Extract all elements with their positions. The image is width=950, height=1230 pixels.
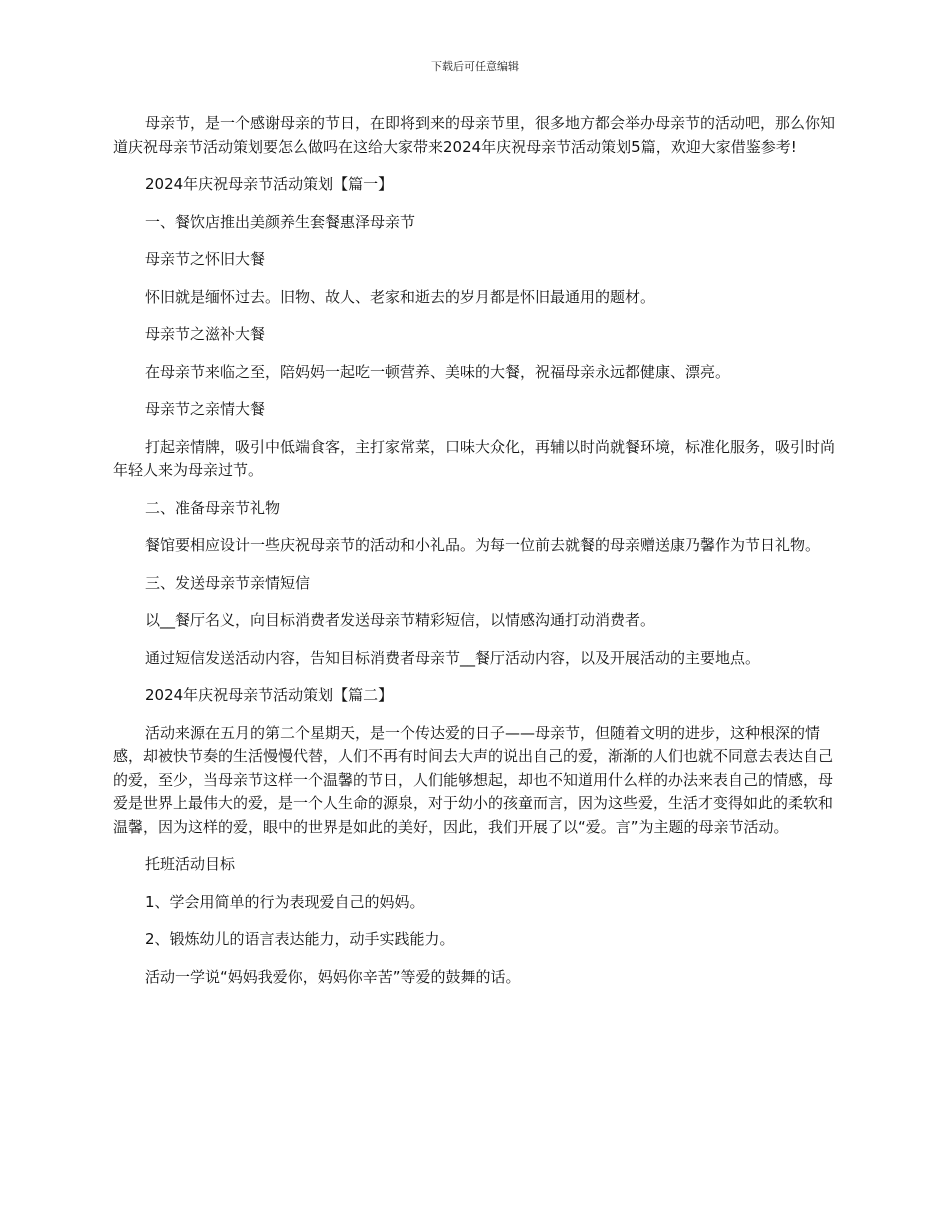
- goal-item-1: 1、学会用简单的行为表现爱自己的妈妈。: [145, 892, 425, 911]
- paragraph-nourishing: 在母亲节来临之至，陪妈妈一起吃一顿营养、美味的大餐，祝福母亲永远都健康、漂亮。: [145, 362, 731, 381]
- heading-one: 一、餐饮店推出美颜养生套餐惠泽母亲节: [145, 212, 416, 231]
- paragraph-sms-1: 以__餐厅名义，向目标消费者发送母亲节精彩短信，以情感沟通打动消费者。: [145, 611, 656, 629]
- intro-paragraph: 母亲节，是一个感谢母亲的节日，在即将到来的母亲节里，很多地方都会举办母亲节的活动吧，那么你知道庆祝母亲节活动策划要怎么做吗在这给大家带来2024年庆祝母亲节活动策划5篇，欢迎大家借鉴参考!: [113, 114, 836, 156]
- section-title-part-one: 2024年庆祝母亲节活动策划【篇一】: [145, 175, 394, 193]
- page-header-note: 下载后可任意编辑: [431, 60, 519, 73]
- paragraph-gifts: 餐馆要相应设计一些庆祝母亲节的活动和小礼品。为每一位前去就餐的母亲赠送康乃馨作为节日礼物。: [145, 536, 821, 554]
- section-title-part-two: 2024年庆祝母亲节活动策划【篇二】: [145, 686, 394, 704]
- activity-one: 活动一学说“妈妈我爱你，妈妈你辛苦”等爱的鼓舞的话。: [145, 967, 521, 986]
- subheading-family-meal: 母亲节之亲情大餐: [145, 400, 266, 418]
- paragraph-activity-origin: 活动来源在五月的第二个星期天，是一个传达爱的日子——母亲节，但随着文明的进步，这种根深的情感，却被快节奏的生活慢慢代替，人们不再有时间去大声的说出自己的爱，渐渐的人们也就不同意去表达自己的爱，至少，当母亲节这样一个温馨的节日，人们能够想起，却也不知道用什么样的办法来表自己的情感，母爱是世界上最伟大的爱，是一个人生命的源泉，对于幼小的孩童而言，因为这些爱，生活才变得如此的柔软和温馨，因为这样的爱，眼中的世界是如此的美好，因此，我们开展了以“爱。言”为主题的母亲节活动。: [113, 723, 834, 836]
- document-body: [113, 112, 838, 1003]
- subheading-nourishing-meal: 母亲节之滋补大餐: [145, 325, 266, 343]
- subheading-nostalgia-meal: 母亲节之怀旧大餐: [145, 250, 266, 268]
- paragraph-family: 打起亲情牌，吸引中低端食客，主打家常菜，口味大众化，再辅以时尚就餐环境，标准化服务，吸引时尚年轻人来为母亲过节。: [113, 437, 836, 479]
- heading-three: 三、发送母亲节亲情短信: [145, 573, 311, 592]
- paragraph-sms-2: 通过短信发送活动内容，告知目标消费者母亲节__餐厅活动内容，以及开展活动的主要地点。: [145, 648, 761, 667]
- goal-item-2: 2、锻炼幼儿的语言表达能力，动手实践能力。: [145, 930, 455, 948]
- heading-two: 二、准备母亲节礼物: [145, 498, 281, 517]
- subheading-goals: 托班活动目标: [145, 855, 236, 873]
- paragraph-nostalgia: 怀旧就是缅怀过去。旧物、故人、老家和逝去的岁月都是怀旧最通用的题材。: [145, 287, 656, 306]
